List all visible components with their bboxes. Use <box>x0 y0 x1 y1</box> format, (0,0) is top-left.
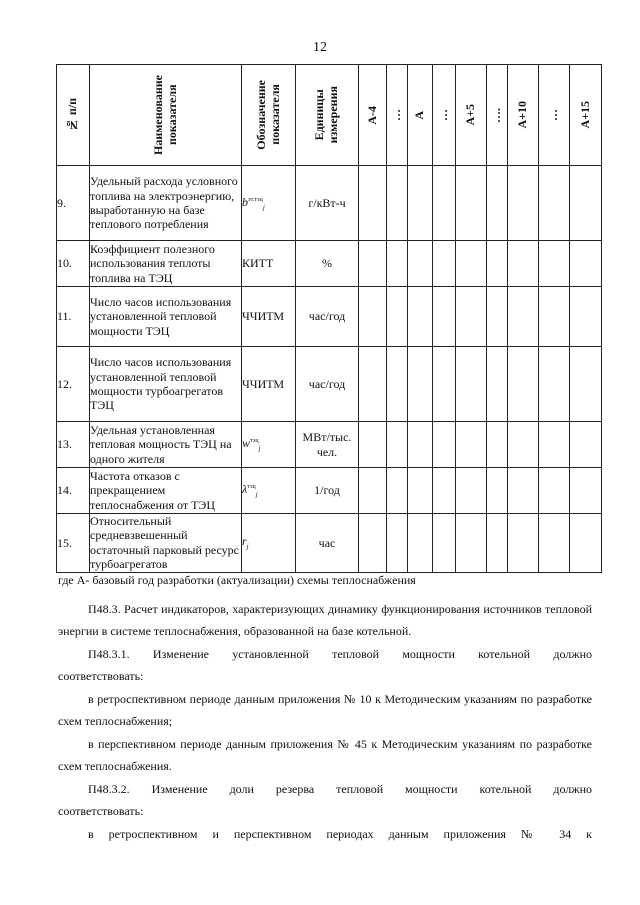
paragraph: П48.3. Расчет индикаторов, характеризующих динамику функционирования источников тепловой энергии в системе теплоснабжения, образованной на базе котельной. <box>58 602 592 638</box>
year-cell <box>456 347 487 422</box>
header-num: № п/п <box>57 65 90 166</box>
year-cell <box>508 514 539 573</box>
year-cell <box>539 514 570 573</box>
year-cell <box>408 166 433 241</box>
row-symbol: $\lambda^{тэц}_j$ <box>242 468 296 514</box>
row-unit: час/год <box>296 347 359 422</box>
year-cell <box>408 468 433 514</box>
row-number: 10. <box>57 241 90 287</box>
year-cell <box>508 422 539 468</box>
header-year: А <box>408 65 433 166</box>
row-number: 11. <box>57 287 90 347</box>
year-cell <box>539 287 570 347</box>
year-cell <box>408 347 433 422</box>
year-cell <box>487 468 508 514</box>
year-cell <box>508 241 539 287</box>
year-cell <box>487 241 508 287</box>
year-cell <box>570 422 602 468</box>
table-row <box>57 422 602 468</box>
table-row <box>57 166 602 241</box>
year-cell <box>456 468 487 514</box>
year-cell <box>387 468 408 514</box>
year-cell <box>508 287 539 347</box>
year-cell <box>387 347 408 422</box>
year-cell <box>539 468 570 514</box>
row-name: Число часов использования установленной тепловой мощности турбоагрегатов ТЭЦ <box>90 347 242 422</box>
header-unit: Единицы измерения <box>296 65 359 166</box>
table-row <box>57 514 602 573</box>
year-cell <box>359 468 387 514</box>
year-cell <box>456 241 487 287</box>
year-cell <box>456 287 487 347</box>
table-row <box>57 468 602 514</box>
year-cell <box>408 422 433 468</box>
year-cell <box>487 287 508 347</box>
table-row <box>57 241 602 287</box>
year-cell <box>508 347 539 422</box>
row-symbol: $b^{эт.тэц}_j$ <box>242 166 296 241</box>
row-symbol: ЧЧИТМ <box>242 347 296 422</box>
year-cell <box>456 514 487 573</box>
table-row <box>57 287 602 347</box>
year-cell <box>570 287 602 347</box>
year-cell <box>570 347 602 422</box>
paragraph: в ретроспективном и перспективном периодах данным приложения № 34 к <box>88 827 592 841</box>
indicators-table <box>56 64 602 573</box>
year-cell <box>433 166 456 241</box>
header-year: А+5 <box>456 65 487 166</box>
year-cell <box>433 241 456 287</box>
row-name: Коэффициент полезного использования теплоты топлива на ТЭЦ <box>90 241 242 287</box>
table-header-row <box>57 65 602 166</box>
year-cell <box>508 468 539 514</box>
year-cell <box>456 422 487 468</box>
row-unit: час/год <box>296 287 359 347</box>
header-year: А-4 <box>359 65 387 166</box>
row-symbol: ЧЧИТМ <box>242 287 296 347</box>
row-symbol: КИТТ <box>242 241 296 287</box>
year-cell <box>359 347 387 422</box>
row-unit: % <box>296 241 359 287</box>
year-cell <box>433 468 456 514</box>
row-name: Удельная установленная тепловая мощность ТЭЦ на одного жителя <box>90 422 242 468</box>
year-cell <box>408 241 433 287</box>
year-cell <box>433 347 456 422</box>
row-number: 13. <box>57 422 90 468</box>
header-year: … <box>539 65 570 166</box>
year-cell <box>487 514 508 573</box>
year-cell <box>539 347 570 422</box>
row-name: Удельный расхода условного топлива на электроэнергию, выработанную на базе теплового потребления <box>90 166 242 241</box>
year-cell <box>487 422 508 468</box>
row-unit: МВт/тыс. чел. <box>296 422 359 468</box>
header-year: А+15 <box>570 65 602 166</box>
year-cell <box>359 514 387 573</box>
year-cell <box>387 422 408 468</box>
year-cell <box>359 422 387 468</box>
paragraph: П48.3.2. Изменение доли резерва тепловой мощности котельной должно <box>88 782 592 796</box>
year-cell <box>408 514 433 573</box>
year-cell <box>433 287 456 347</box>
row-name: Относительный средневзвешенный остаточный парковый ресурс турбоагрегатов <box>90 514 242 573</box>
year-cell <box>387 514 408 573</box>
year-cell <box>433 514 456 573</box>
row-number: 14. <box>57 468 90 514</box>
row-unit: час <box>296 514 359 573</box>
paragraph-continuation: соответствовать: <box>58 804 144 818</box>
paragraph: в ретроспективном периоде данным приложения № 10 к Методическим указаниям по разработке схем теплоснабжения; <box>58 692 592 728</box>
year-cell <box>387 287 408 347</box>
table-footnote: где А- базовый год разработки (актуализации) схемы теплоснабжения <box>58 573 416 587</box>
row-name: Число часов использования установленной тепловой мощности ТЭЦ <box>90 287 242 347</box>
year-cell <box>433 422 456 468</box>
year-cell <box>359 166 387 241</box>
year-cell <box>387 241 408 287</box>
row-number: 12. <box>57 347 90 422</box>
header-year: …. <box>487 65 508 166</box>
header-year: … <box>433 65 456 166</box>
page-number: 12 <box>313 40 327 55</box>
year-cell <box>539 241 570 287</box>
table-row <box>57 347 602 422</box>
year-cell <box>539 166 570 241</box>
header-symbol: Обозначение показателя <box>242 65 296 166</box>
header-year: … <box>387 65 408 166</box>
year-cell <box>359 241 387 287</box>
row-number: 15. <box>57 514 90 573</box>
row-symbol: $w^{тэц}_j$ <box>242 422 296 468</box>
row-unit: г/кВт-ч <box>296 166 359 241</box>
year-cell <box>456 166 487 241</box>
row-symbol: $r_j$ <box>242 514 296 573</box>
header-name: Наименование показателя <box>90 65 242 166</box>
year-cell <box>508 166 539 241</box>
row-number: 9. <box>57 166 90 241</box>
paragraph: П48.3.1. Изменение установленной тепловой мощности котельной должно <box>88 647 592 661</box>
year-cell <box>387 166 408 241</box>
year-cell <box>408 287 433 347</box>
header-year: А+10 <box>508 65 539 166</box>
row-name: Частота отказов с прекращением теплоснабжения от ТЭЦ <box>90 468 242 514</box>
row-unit: 1/год <box>296 468 359 514</box>
year-cell <box>570 514 602 573</box>
paragraph: в перспективном периоде данным приложения № 45 к Методическим указаниям по разработке схем теплоснабжения. <box>58 737 592 773</box>
year-cell <box>359 287 387 347</box>
year-cell <box>570 468 602 514</box>
year-cell <box>570 166 602 241</box>
year-cell <box>487 347 508 422</box>
year-cell <box>487 166 508 241</box>
year-cell <box>539 422 570 468</box>
paragraph-continuation: соответствовать: <box>58 669 144 683</box>
year-cell <box>570 241 602 287</box>
